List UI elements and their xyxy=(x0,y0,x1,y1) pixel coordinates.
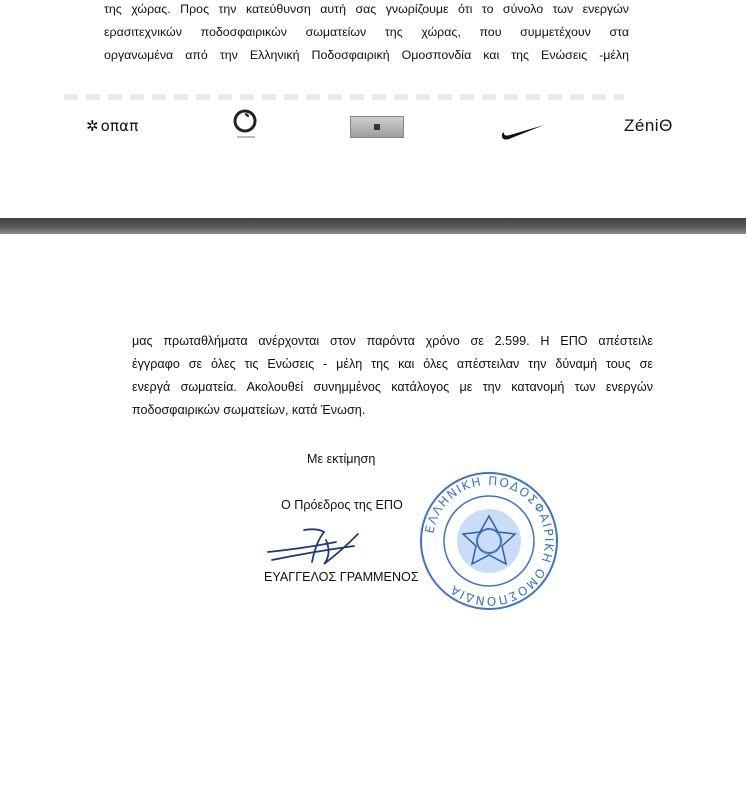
vodafone-icon xyxy=(232,107,260,141)
nike-swoosh-logo xyxy=(500,116,546,148)
signatory-title: Ο Πρόεδρος της ΕΠΟ xyxy=(281,498,403,512)
text-line: έγγραφο σε όλες τις Ενώσεις - μέλη της και όλες απέστειλαν την δύναμή τους σε xyxy=(132,357,653,371)
sponsor-box-logo xyxy=(350,116,404,138)
letter-paragraph-top xyxy=(104,0,629,67)
zenith-logo xyxy=(624,110,673,142)
text-line: της χώρας. Προς την κατεύθυνση αυτή σας γνωρίζουμε ότι το σύνολο των ενεργών xyxy=(104,2,629,16)
document-page-bottom xyxy=(0,234,746,796)
text-line: ποδοσφαιρικών σωματείων, κατά Ένωση. xyxy=(132,403,366,417)
letter-paragraph-bottom xyxy=(132,330,653,422)
text-line: ενεργά σωματεία. Ακολουθεί συνημμένος κατάλογος με την κατανομή των ενεργών xyxy=(132,380,653,394)
signature-icon xyxy=(266,522,376,572)
signatory-name: ΕΥΑΓΓΕΛΟΣ ΓΡΑΜΜΕΝΟΣ xyxy=(264,570,419,584)
svg-text:ΕΛΛΗΝΙΚΗ ΠΟΔΟΣΦΑΙΡΙΚΗ ΟΜΟΣΠΟΝΔ: ΕΛΛΗΝΙΚΗ ΠΟΔΟΣΦΑΙΡΙΚΗ ΟΜΟΣΠΟΝΔΙΑ xyxy=(422,473,557,609)
page-separator xyxy=(0,218,746,234)
closing-text: Με εκτίμηση xyxy=(307,452,376,466)
opap-logo xyxy=(86,110,139,142)
faded-footer-text xyxy=(64,94,624,100)
nike-swoosh-icon xyxy=(500,122,546,142)
text-line: μας πρωταθλήματα ανέρχονται στον παρόντα χρόνο σε 2.599. Η ΕΠΟ απέστειλε xyxy=(132,334,653,348)
zenith-wordmark: ZéniΘ xyxy=(624,116,673,135)
opap-star-icon: ✲ xyxy=(86,118,99,135)
sponsor-box-mark-icon xyxy=(374,124,380,130)
text-line: οργανωμένα από την Ελληνική Ποδοσφαιρική Ομοσπονδία και της Ενώσεις -μέλη xyxy=(104,48,629,62)
federation-stamp-icon xyxy=(418,470,560,612)
document-page-top xyxy=(0,0,746,218)
vodafone-logo xyxy=(232,108,260,140)
text-line: ερασιτεχνικών ποδοσφαιρικών σωματείων της χώρας, που συμμετέχουν στα xyxy=(104,25,629,39)
opap-wordmark: οπαπ xyxy=(100,117,139,135)
